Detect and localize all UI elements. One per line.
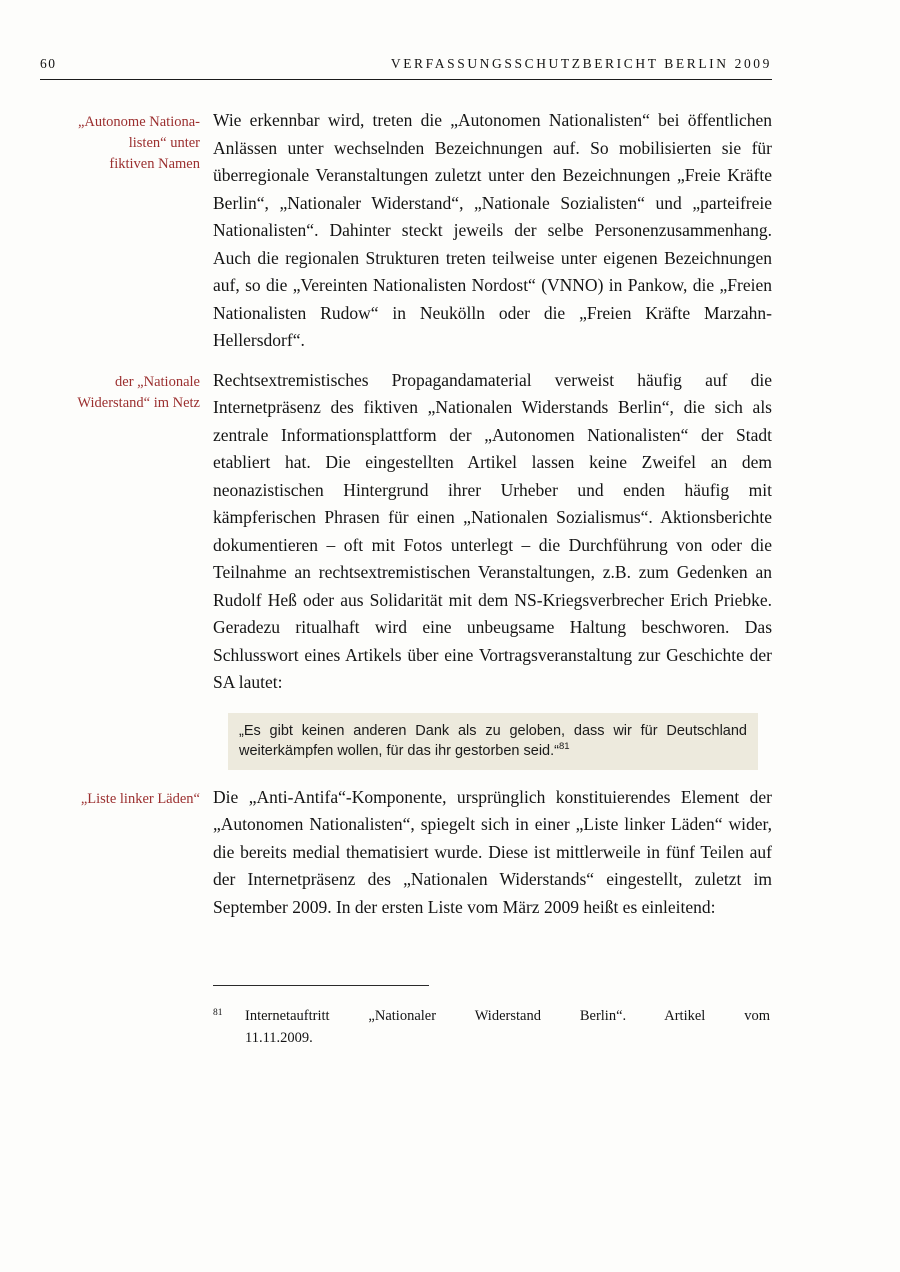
- footnote-reference: 81: [558, 740, 570, 752]
- margin-note-line: listen“ unter: [128, 135, 200, 151]
- report-title: VERFASSUNGSSCHUTZBERICHT BERLIN 2009: [390, 56, 772, 71]
- footnote-text: [245, 1006, 770, 1049]
- footnote-text-line: 11.11.2009.: [245, 1029, 313, 1046]
- margin-note-line: der „Nationale: [115, 373, 200, 390]
- margin-note-nationaler-widerstand: [40, 367, 200, 709]
- footnote-separator-rule: [213, 985, 429, 986]
- margin-note-line: „Liste linker Läden“: [80, 790, 200, 807]
- margin-note-line: fiktiven Namen: [109, 156, 200, 172]
- margin-note-autonome-nationalisten: [40, 107, 200, 367]
- margin-note-liste-linker-laeden: [40, 784, 200, 934]
- margin-note-line: „Autonome Nationa-: [77, 114, 200, 130]
- body-paragraph-2: Rechtsextremistisches Propagandamaterial verweist häufig auf die Internetpräsenz des fiktiven „Nationalen Widerstands Berlin“, die sich als zentrale Informationsplattform der „Autonomen Nationalisten“ der Stadt etabliert hat. Die eingestellten Artikel lassen keine Zweifel an dem neonazistischen Hintergrund ihrer Urheber und enden häufig mit kämpferischen Phrasen für einen „Nationalen Sozialismus“. Aktionsberichte dokumentieren – oft mit Fotos unterlegt – die Durchführung von oder die Teilnahme an rechtsextremistischen Veranstaltungen, z.B. zum Gedenken an Rudolf Heß oder aus Solidarität mit dem NS-Kriegsverbrecher Erich Priebke. Geradezu ritualhaft wird eine unbeugsame Haltung beschworen. Das Schlusswort eines Artikels über eine Vortragsveranstaltung zur Geschichte der SA lautet:: [213, 369, 772, 692]
- quote-text: „Es gibt keinen anderen Dank als zu geloben, dass wir für Deutschland weiterkämpfen wollen, für das ihr gestorben seid.“: [239, 722, 747, 759]
- quote-row: [228, 713, 758, 770]
- body-paragraph-1: Wie erkennbar wird, treten die „Autonomen Nationalisten“ bei öffentlichen Anlässen unter wechselnden Bezeichnungen auf. So mobilisierten sie für überregionale Veranstaltungen zuletzt unter den Bezeichnungen „Freie Kräfte Berlin“, „Nationaler Widerstand“, „Nationale Sozialisten“ und „parteifreie Nationalisten“. Dahinter steckt jeweils der selbe Personenzusammenhang. Auch die regionalen Strukturen treten teilweise unter eigenen Bezeichnungen auf, so die „Vereinten Nationalisten Nordost“ (VNNO) in Pankow, die „Freien Nationalisten Rudow“ in Neukölln oder die „Freien Kräfte Marzahn-Hellersdorf“.: [213, 110, 772, 350]
- footnote-81: [213, 1006, 772, 1049]
- block-quote: [228, 713, 758, 770]
- margin-note-line: Widerstand“ im Netz: [77, 394, 200, 411]
- footnote-text-line: Internetauftritt „Nationaler Widerstand Berlin“. Artikel vom: [245, 1008, 770, 1024]
- footnote-number: 81: [213, 1008, 223, 1018]
- page-number: 60: [40, 56, 57, 71]
- running-header: [40, 56, 772, 80]
- body-paragraph-3: Die „Anti-Antifa“-Komponente, ursprünglich konstituierendes Element der „Autonomen Nationalisten“, spiegelt sich in einer „Liste linker Läden“ wider, die bereits medial thematisiert wurde. Diese ist mittlerweile in fünf Teilen auf der Internetpräsenz des „Nationalen Widerstands“ eingestellt, zuletzt im September 2009. In der ersten Liste vom März 2009 heißt es einleitend:: [213, 786, 772, 917]
- footnote-area: [213, 985, 772, 1049]
- content-columns: [40, 107, 772, 933]
